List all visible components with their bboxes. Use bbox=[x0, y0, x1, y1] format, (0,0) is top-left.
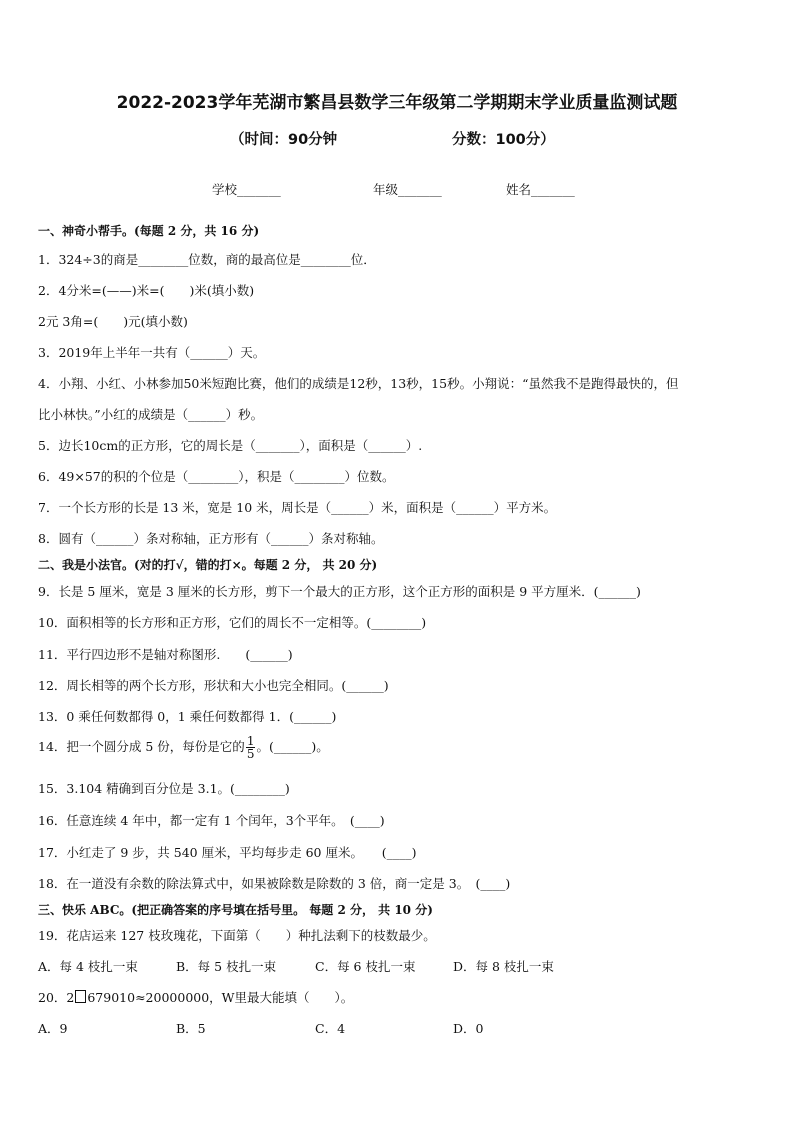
q19-option-c: C．每 6 枝扎一束 bbox=[315, 959, 416, 974]
name-field: 姓名_______ bbox=[506, 182, 575, 197]
question-5: 5．边长10cm的正方形，它的周长是（_______），面积是（______）. bbox=[38, 438, 423, 453]
school-field: 学校_______ bbox=[212, 182, 281, 197]
question-14-answer: 。(______)。 bbox=[256, 739, 329, 754]
fraction-denominator: 5 bbox=[246, 747, 255, 761]
q20-option-c: C．4 bbox=[315, 1021, 346, 1036]
fraction-one-fifth bbox=[246, 735, 256, 760]
q19-option-b: B．每 5 枝扎一束 bbox=[176, 959, 277, 974]
question-9: 9．长是 5 厘米，宽是 3 厘米的长方形，剪下一个最大的正方形，这个正方形的面积是 9 平方厘米．(______) bbox=[38, 584, 641, 599]
question-1: 1．324÷3的商是________位数，商的最高位是________位． bbox=[38, 252, 376, 267]
q20-option-a: A．9 bbox=[38, 1021, 68, 1036]
question-18: 18．在一道没有余数的除法算式中，如果被除数是除数的 3 倍，商一定是 3。 (____) bbox=[38, 876, 511, 891]
question-2b: 2元 3角=( )元(填小数) bbox=[38, 314, 188, 329]
question-2: 2．4分米=(——)米=( )米(填小数) bbox=[38, 283, 255, 298]
question-10: 10．面积相等的长方形和正方形，它们的周长不一定相等。(________) bbox=[38, 615, 427, 630]
question-15: 15．3.104 精确到百分位是 3.1。(________) bbox=[38, 781, 290, 796]
question-16: 16．任意连续 4 年中，都一定有 1 个闰年，3个平年。 (____) bbox=[38, 813, 385, 828]
section-heading-1: 一、神奇小帮手。(每题 2 分，共 16 分) bbox=[38, 224, 260, 238]
question-13: 13．0 乘任何数都得 0，1 乘任何数都得 1．(______) bbox=[38, 709, 337, 724]
question-3: 3．2019年上半年一共有（______）天。 bbox=[38, 345, 266, 360]
question-6: 6．49×57的积的个位是（________），积是（________）位数。 bbox=[38, 469, 395, 484]
page-title: 2022-2023学年芜湖市繁昌县数学三年级第二学期期末学业质量监测试题 bbox=[116, 93, 678, 113]
question-20-text: 679010≈20000000，W里最大能填（ ）。 bbox=[87, 990, 354, 1005]
question-20-prefix: 20．2 bbox=[38, 990, 75, 1005]
question-19: 19．花店运来 127 枝玫瑰花，下面第（ ）种扎法剩下的枝数最少。 bbox=[38, 928, 436, 943]
exam-time: （时间：90分钟 bbox=[230, 132, 338, 148]
q20-option-d: D．0 bbox=[453, 1021, 484, 1036]
q20-option-b: B．5 bbox=[176, 1021, 206, 1036]
fraction-numerator: 1 bbox=[246, 734, 255, 748]
q19-option-d: D．每 8 枝扎一束 bbox=[453, 959, 554, 974]
exam-score: 分数：100分） bbox=[452, 132, 555, 148]
section-heading-2: 二、我是小法官。(对的打√，错的打×。每题 2 分， 共 20 分) bbox=[38, 558, 378, 572]
question-7: 7．一个长方形的长是 13 米，宽是 10 米，周长是（______）米，面积是（______）平方米。 bbox=[38, 500, 557, 515]
section-heading-3: 三、快乐 ABC。(把正确答案的序号填在括号里。 每题 2 分， 共 10 分) bbox=[38, 903, 433, 917]
question-8: 8．圆有（______）条对称轴，正方形有（______）条对称轴。 bbox=[38, 531, 384, 546]
blank-box-icon bbox=[75, 990, 86, 1003]
question-4-line-1: 4．小翔、小红、小林参加50米短跑比赛，他们的成绩是12秒，13秒，15秒。小翔说：“虽然我不是跑得最快的，但 bbox=[38, 376, 679, 391]
question-17: 17．小红走了 9 步，共 540 厘米，平均每步走 60 厘米。 (____) bbox=[38, 845, 417, 860]
question-11: 11．平行四边形不是轴对称图形. (______) bbox=[38, 647, 293, 662]
question-4-line-2: 比小林快。”小红的成绩是（______）秒。 bbox=[38, 407, 264, 422]
question-14-text: 14．把一个圆分成 5 份，每份是它的 bbox=[38, 739, 245, 754]
q19-option-a: A．每 4 枝扎一束 bbox=[38, 959, 138, 974]
question-12: 12．周长相等的两个长方形，形状和大小也完全相同。(______) bbox=[38, 678, 389, 693]
question-20 bbox=[38, 988, 353, 1006]
grade-field: 年级_______ bbox=[373, 182, 442, 197]
question-14 bbox=[38, 735, 329, 760]
